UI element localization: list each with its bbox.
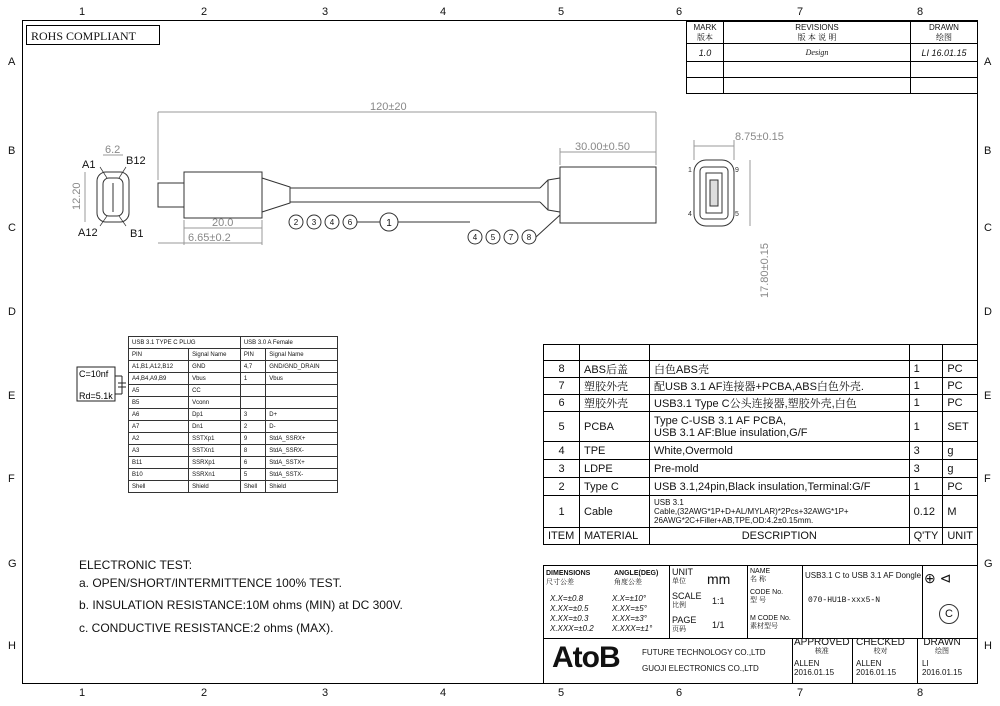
rev-revisions-header: REVISIONS 版 本 说 明: [724, 22, 911, 44]
bom-qty: 0.12: [909, 496, 943, 528]
dim-female-length: 30.00±0.50: [575, 141, 630, 153]
bom-qty: 1: [909, 361, 943, 378]
pin-table-cell: Dn1: [189, 421, 241, 433]
tb-code-label: CODE No. 型 号: [750, 589, 784, 604]
test-item-b: b. INSULATION RESISTANCE:10M ohms (MIN) at DC 300V.: [79, 598, 403, 612]
zone-col: 1: [79, 6, 86, 18]
bom-item: 8: [544, 361, 580, 378]
pin-table-row: [129, 457, 338, 469]
zone-row: A: [984, 56, 992, 68]
balloon-number: 1: [386, 218, 392, 229]
company-logo: AtoB: [552, 641, 620, 674]
bom-item: 3: [544, 460, 580, 478]
balloon-number: 2: [293, 218, 299, 227]
zone-col: 2: [201, 687, 208, 699]
pin-table-row: [129, 445, 338, 457]
bom-material: 塑胶外壳: [580, 395, 650, 412]
projection-icon: ⊕ ⊲: [924, 570, 952, 586]
female-body: [560, 167, 656, 223]
pin-table-cell: GND/GND_DRAIN: [266, 361, 338, 373]
pin-table-cell: Shield: [266, 481, 338, 493]
circuit-cap: C=10nf: [79, 369, 109, 379]
tb-circle-c: C: [939, 604, 959, 624]
bom-material: ABS后盖: [580, 361, 650, 378]
pin-table-cell: StdA_SSTX-: [266, 469, 338, 481]
bom-description: USB 3.1,24pin,Black insulation,Terminal:G/F: [650, 478, 910, 496]
tb-drawn: DRAWN 绘图 LI 2016.01.15: [922, 637, 963, 677]
zone-col: 6: [676, 687, 683, 699]
zone-col: 4: [440, 687, 447, 699]
pin-table-cell: [240, 385, 265, 397]
pin-table-cell: 6: [240, 457, 265, 469]
pin-table-cell: StdA_SSTX+: [266, 457, 338, 469]
pin-table-right-title: USB 3.0 A Female: [240, 337, 337, 349]
bom-qty: 1: [909, 395, 943, 412]
pin-table-cell: SSRXn1: [189, 469, 241, 481]
bom-material: Type C: [580, 478, 650, 496]
zone-col: 4: [440, 6, 447, 18]
pin-table-cell: SSTXn1: [189, 445, 241, 457]
tb-unit-label: UNIT 单位: [672, 567, 693, 585]
bom-row: [544, 460, 978, 478]
bom-unit: SET: [943, 412, 978, 442]
zone-row: C: [8, 222, 16, 234]
bom-description: Pre-mold: [650, 460, 910, 478]
pin-label-b1: B1: [130, 228, 144, 240]
pin-table-cell: 9: [240, 433, 265, 445]
pin-table-cell: [240, 397, 265, 409]
pin-table-left-title: USB 3.1 TYPE C PLUG: [129, 337, 241, 349]
zone-row: E: [8, 390, 16, 402]
bom-unit: M: [943, 496, 978, 528]
pin-table-cell: [266, 397, 338, 409]
pin-table-row: [129, 481, 338, 493]
bom-material: TPE: [580, 442, 650, 460]
bom-unit: g: [943, 460, 978, 478]
pin-table-cell: StdA_SSRX+: [266, 433, 338, 445]
pin-table-cell: 1: [240, 373, 265, 385]
pin-table-header: Signal Name: [266, 349, 338, 361]
tb-code-value: 070-HU1B-xxx5-N: [808, 596, 881, 605]
rev-drawn-header: DRAWN 绘图: [911, 22, 978, 44]
pin-table-row: [129, 373, 338, 385]
typec-tip: [158, 183, 184, 207]
pin-table-row: [129, 421, 338, 433]
balloon-number: 6: [347, 218, 353, 227]
dim-plug-width: 6.2: [105, 144, 121, 156]
zone-row: F: [8, 473, 15, 485]
pin-label: 5: [735, 211, 739, 218]
rev-mark-header: MARK 版本: [687, 22, 724, 44]
zone-col: 1: [79, 687, 86, 699]
bom-qty: 1: [909, 378, 943, 395]
pin-table-header: Signal Name: [189, 349, 241, 361]
bom-material: PCBA: [580, 412, 650, 442]
tb-angle-label: ANGLE(DEG) 角度公差: [614, 570, 659, 586]
dim-plug-tip: 6.65±0.2: [188, 232, 231, 244]
bom-item: 4: [544, 442, 580, 460]
bom-unit: g: [943, 442, 978, 460]
bom-qty: 3: [909, 442, 943, 460]
pin-table-cell: Shell: [240, 481, 265, 493]
rev-description: Design: [724, 44, 911, 62]
rohs-label: ROHS COMPLIANT: [26, 25, 160, 45]
bom-qty: 3: [909, 460, 943, 478]
bom-description: 配USB 3.1 AF连接器+PCBA,ABS白色外壳.: [650, 378, 910, 395]
company-name-2: GUOJI ELECTRONICS CO.,LTD: [642, 664, 759, 673]
tb-scale-value: 1:1: [712, 596, 725, 606]
pin-table-cell: Shell: [129, 481, 189, 493]
pin-table-cell: Vbus: [266, 373, 338, 385]
pin-table-row: [129, 397, 338, 409]
pin-table-cell: A7: [129, 421, 189, 433]
zone-col: 6: [676, 6, 683, 18]
bom-row: [544, 361, 978, 378]
pin-table-cell: Vbus: [189, 373, 241, 385]
dim-plug-height: 12.20: [71, 182, 83, 210]
rev-mark: 1.0: [687, 44, 724, 62]
dim-female-height: 17.80±0.15: [759, 243, 771, 298]
pin-table-cell: CC: [189, 385, 241, 397]
pin-table-cell: 8: [240, 445, 265, 457]
bom-unit: PC: [943, 395, 978, 412]
bom-unit: PC: [943, 478, 978, 496]
pin-table-cell: A4,B4,A9,B9: [129, 373, 189, 385]
zone-col: 7: [797, 687, 804, 699]
tb-tolerances: X.X=±0.8 X.XX=±0.5 X.XX=±0.3 X.XXX=±0.2: [550, 594, 594, 633]
pin-table-cell: SSTXp1: [189, 433, 241, 445]
company-name-1: FUTURE TECHNOLOGY CO.,LTD: [642, 648, 766, 657]
pin-table-cell: Shield: [189, 481, 241, 493]
pin-table-cell: A5: [129, 385, 189, 397]
pin-table-cell: D+: [266, 409, 338, 421]
bom-header-unit: UNIT: [943, 528, 978, 545]
bom-row: [544, 395, 978, 412]
zone-row: G: [984, 558, 993, 570]
zone-col: 3: [322, 687, 329, 699]
bom-description: USB3.1 Type C公头连接器,塑胶外壳,白色: [650, 395, 910, 412]
bom-item: 2: [544, 478, 580, 496]
tb-name-label: NAME 名 称: [750, 568, 771, 583]
tb-scale-label: SCALE 比例: [672, 591, 702, 609]
tb-mcode-label: M CODE No. 素材型号: [750, 615, 791, 630]
rev-drawn: LI 16.01.15: [911, 44, 978, 62]
pin-label-a1: A1: [82, 159, 96, 171]
typec-overmold: [184, 172, 262, 218]
dim-plug-length: 20.0: [212, 217, 234, 229]
pin-label: 1: [688, 167, 692, 174]
pin-table-cell: A2: [129, 433, 189, 445]
bom-material: LDPE: [580, 460, 650, 478]
balloon-number: 3: [311, 218, 317, 227]
zone-row: A: [8, 56, 16, 68]
circuit-res: Rd=5.1k: [79, 391, 113, 401]
dim-female-width: 8.75±0.15: [735, 131, 784, 143]
zone-col: 8: [917, 6, 924, 18]
pin-table-cell: StdA_SSRX-: [266, 445, 338, 457]
pin-table-cell: Dp1: [189, 409, 241, 421]
pin-table-cell: B5: [129, 397, 189, 409]
pin-table-cell: GND: [189, 361, 241, 373]
bom-description: USB 3.1 Cable,(32AWG*1P+D+AL/MYLAR)*2Pcs+32AWG*1P+ 26AWG*2C+Filler+AB,TPE,OD:4.2±0.15mm.: [650, 496, 910, 528]
balloon-number: 8: [526, 233, 532, 242]
pin-label-a12: A12: [78, 227, 98, 239]
zone-row: E: [984, 390, 992, 402]
balloon-number: 5: [490, 233, 496, 242]
pin-table: [128, 336, 338, 493]
balloon-number: 4: [472, 233, 478, 242]
pin-label: 9: [735, 167, 739, 174]
pin-table-cell: [266, 385, 338, 397]
bom-header-item: ITEM: [544, 528, 580, 545]
pin-table-cell: B11: [129, 457, 189, 469]
bom-item: 5: [544, 412, 580, 442]
bom-row: [544, 412, 978, 442]
bom-unit: PC: [943, 361, 978, 378]
zone-row: C: [984, 222, 992, 234]
zone-col: 8: [917, 687, 924, 699]
tb-page-label: PAGE 页码: [672, 615, 697, 633]
test-title: ELECTRONIC TEST:: [79, 558, 193, 572]
pin-table-cell: B10: [129, 469, 189, 481]
bom-row: [544, 378, 978, 395]
bom-header-description: DESCRIPTION: [650, 528, 910, 545]
pin-table-cell: Vconn: [189, 397, 241, 409]
pin-table-row: [129, 469, 338, 481]
title-block: [543, 565, 978, 684]
bom-table: [543, 344, 978, 545]
bom-item: 6: [544, 395, 580, 412]
pin-table-cell: SSRXp1: [189, 457, 241, 469]
zone-col: 5: [558, 687, 565, 699]
tb-approved: APPROVED 核准 ALLEN 2016.01.15: [794, 637, 850, 677]
pin-table-cell: D-: [266, 421, 338, 433]
bom-description: Type C-USB 3.1 AF PCBA, USB 3.1 AF:Blue insulation,G/F: [650, 412, 910, 442]
tb-name-value: USB3.1 C to USB 3.1 AF Dongle: [805, 571, 922, 580]
zone-col: 7: [797, 6, 804, 18]
pin-table-header: PIN: [240, 349, 265, 361]
tb-page-value: 1/1: [712, 620, 725, 630]
tb-angle-tolerances: X.X=±10° X.XX=±5° X.XX=±3° X.XXX=±1°: [612, 594, 653, 633]
zone-row: H: [984, 640, 992, 652]
pin-label-b12: B12: [126, 155, 146, 167]
bom-qty: 1: [909, 412, 943, 442]
pin-table-cell: 3: [240, 409, 265, 421]
bom-unit: PC: [943, 378, 978, 395]
test-item-c: c. CONDUCTIVE RESISTANCE:2 ohms (MAX).: [79, 621, 334, 635]
zone-row: G: [8, 558, 17, 570]
pin-table-row: [129, 385, 338, 397]
bom-item: 1: [544, 496, 580, 528]
zone-row: B: [984, 145, 992, 157]
dim-length: 120±20: [370, 101, 407, 113]
balloon-number: 7: [508, 233, 514, 242]
zone-col: 3: [322, 6, 329, 18]
pin-table-cell: A6: [129, 409, 189, 421]
zone-row: B: [8, 145, 16, 157]
pin-table-cell: 2: [240, 421, 265, 433]
bom-row: [544, 496, 978, 528]
zone-row: H: [8, 640, 16, 652]
pin-table-row: [129, 361, 338, 373]
bom-header-qty: Q'TY: [909, 528, 943, 545]
tb-checked: CHECKED 校对 ALLEN 2016.01.15: [856, 637, 905, 677]
zone-row: F: [984, 473, 991, 485]
pin-label: 4: [688, 211, 692, 218]
pin-table-cell: A3: [129, 445, 189, 457]
bom-description: White,Overmold: [650, 442, 910, 460]
bom-header-material: MATERIAL: [580, 528, 650, 545]
balloon-number: 4: [329, 218, 335, 227]
bom-qty: 1: [909, 478, 943, 496]
tb-unit-value: mm: [707, 571, 731, 587]
pin-table-cell: A1,B1,A12,B12: [129, 361, 189, 373]
test-item-a: a. OPEN/SHORT/INTERMITTENCE 100% TEST.: [79, 576, 342, 590]
bom-material: Cable: [580, 496, 650, 528]
zone-row: D: [8, 306, 16, 318]
bom-item: 7: [544, 378, 580, 395]
bom-material: 塑胶外壳: [580, 378, 650, 395]
pin-table-cell: 4,7: [240, 361, 265, 373]
pin-table-cell: 5: [240, 469, 265, 481]
zone-col: 5: [558, 6, 565, 18]
bom-row: [544, 478, 978, 496]
tb-dimensions-label: DIMENSIONS 尺寸公差: [546, 570, 591, 586]
pin-table-header: PIN: [129, 349, 189, 361]
zone-col: 2: [201, 6, 208, 18]
bom-description: 白色ABS壳: [650, 361, 910, 378]
bom-row: [544, 442, 978, 460]
pin-table-row: [129, 433, 338, 445]
zone-row: D: [984, 306, 992, 318]
pin-table-row: [129, 409, 338, 421]
